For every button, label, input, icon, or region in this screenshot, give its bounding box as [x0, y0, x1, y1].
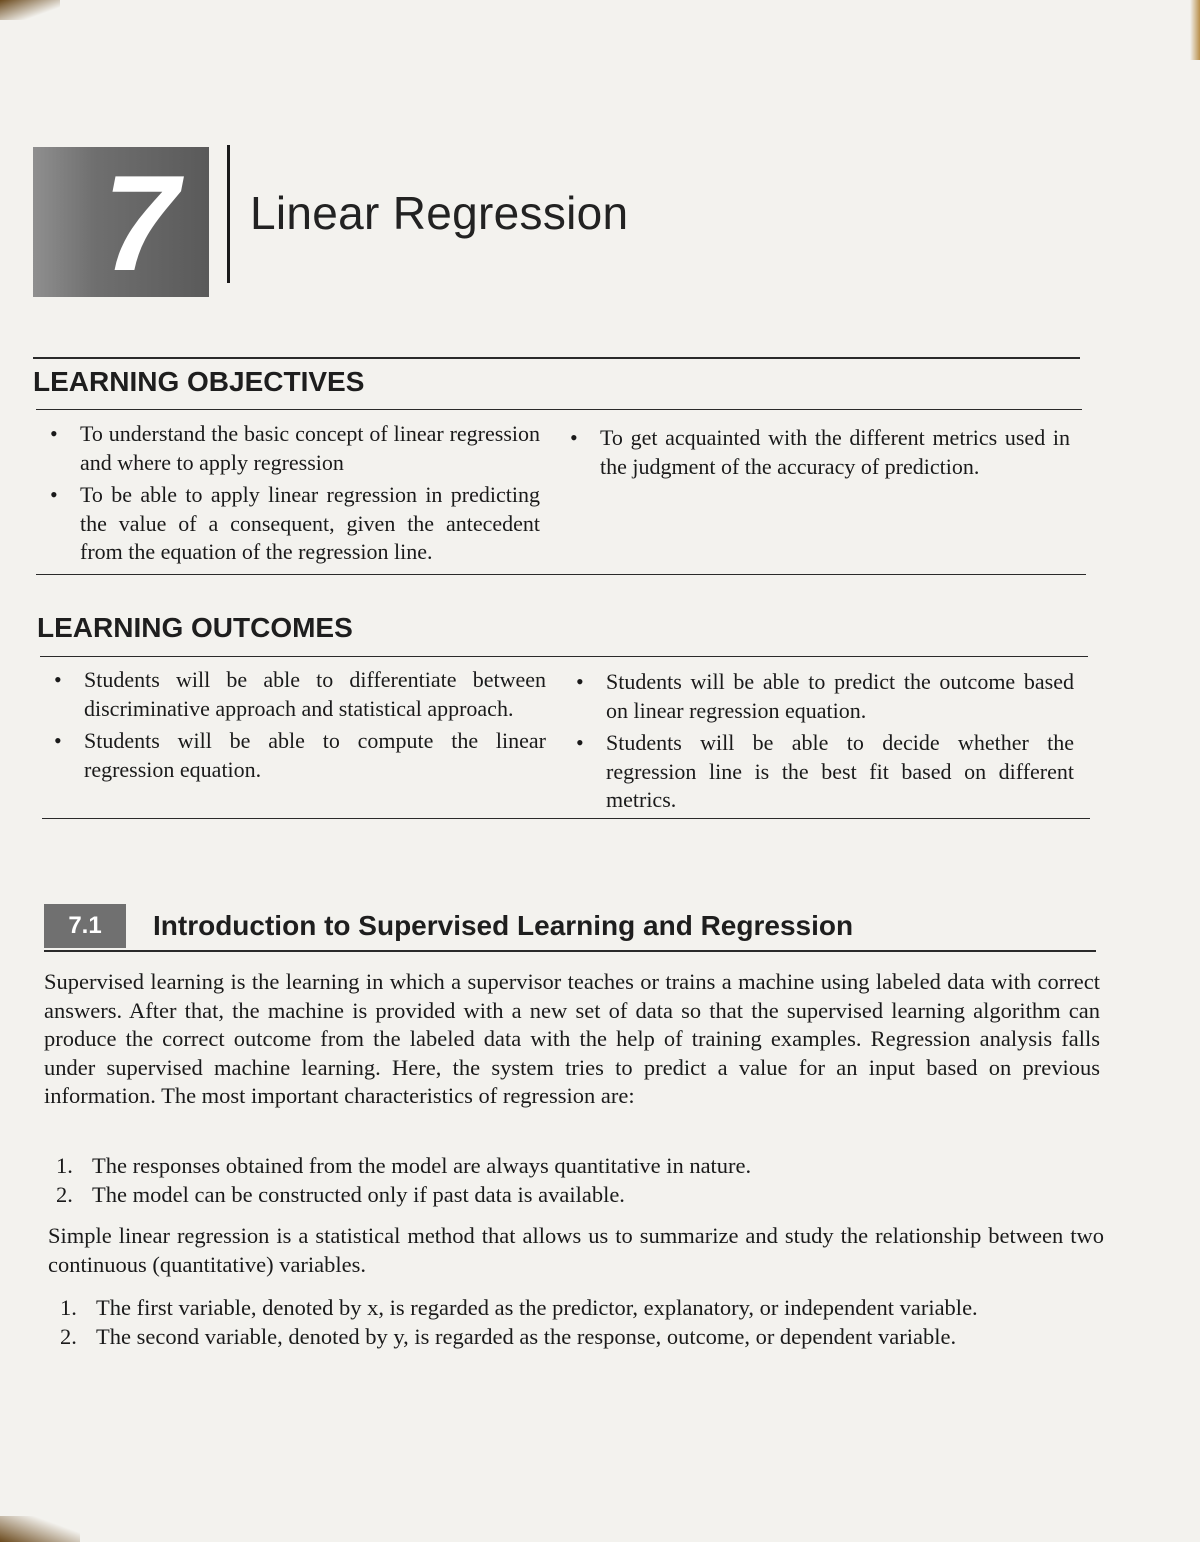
objectives-right-column — [560, 424, 1070, 485]
page-corner-shadow — [0, 1516, 80, 1542]
chapter-number: 7 — [103, 147, 179, 299]
item-number: 2. — [60, 1323, 77, 1349]
list-item: • Students will be able to differentiate between discriminative approach and statistical approach. — [54, 667, 546, 721]
list-item — [48, 1152, 1088, 1181]
list-item: • To understand the basic concept of linear regression and where to apply regression — [50, 421, 540, 475]
item-number: 1. — [56, 1153, 73, 1178]
chapter-title: Linear Regression — [250, 187, 629, 239]
list-item: • Students will be able to predict the outcome based on linear regression equation. — [576, 669, 1074, 723]
rule — [36, 574, 1086, 575]
learning-outcomes-heading: LEARNING OUTCOMES — [37, 612, 353, 643]
objective-text: To be able to apply linear regression in predicting the value of a consequent, given the antecedent from the equation of the regression line. — [80, 482, 540, 564]
objective-text: To get acquainted with the different metrics used in the judgment of the accuracy of prediction. — [600, 425, 1070, 479]
outcomes-left-column — [44, 666, 546, 788]
rule — [42, 818, 1090, 819]
outcome-text: Students will be able to compute the linear regression equation. — [84, 728, 546, 782]
rule — [36, 409, 1082, 410]
rule — [40, 656, 1088, 657]
list-item: • Students will be able to compute the linear regression equation. — [54, 728, 546, 782]
item-number: 2. — [56, 1181, 73, 1207]
outcome-text: Students will be able to predict the outcome based on linear regression equation. — [606, 669, 1074, 723]
section-number-badge: 7.1 — [44, 904, 126, 948]
list-item — [52, 1323, 1092, 1352]
rule-top — [33, 357, 1080, 359]
item-text: The first variable, denoted by x, is regarded as the predictor, explanatory, or independent variable. — [96, 1295, 978, 1320]
body-paragraph: Simple linear regression is a statistical method that allows us to summarize and study the relationship between two continuous (quantitative) variables. — [48, 1223, 1104, 1277]
chapter-divider — [227, 145, 230, 283]
learning-objectives-heading: LEARNING OBJECTIVES — [33, 366, 365, 397]
list-item — [48, 1181, 1088, 1210]
characteristics-list — [48, 1152, 1088, 1209]
list-item: • To get acquainted with the different metrics used in the judgment of the accuracy of prediction. — [570, 425, 1070, 479]
item-text: The second variable, denoted by y, is regarded as the response, outcome, or dependent variable. — [96, 1323, 957, 1349]
objectives-left-column — [40, 420, 540, 571]
section-title: Introduction to Supervised Learning and Regression — [153, 910, 854, 941]
item-text: The responses obtained from the model are always quantitative in nature. — [92, 1153, 752, 1178]
chapter-number-box — [33, 147, 209, 297]
outcome-text: Students will be able to decide whether the regression line is the best fit based on different metrics. — [606, 730, 1074, 812]
item-text: The model can be constructed only if past data is available. — [92, 1181, 625, 1207]
objective-text: To understand the basic concept of linear regression and where to apply regression — [80, 421, 540, 475]
list-item: • Students will be able to decide whether the regression line is the best fit based on different metrics. — [576, 730, 1074, 812]
list-item — [52, 1294, 1092, 1323]
list-item: • To be able to apply linear regression in predicting the value of a consequent, given the antecedent from the equation of the regression line. — [50, 482, 540, 564]
page-corner-shadow — [0, 0, 60, 20]
item-number: 1. — [60, 1295, 77, 1320]
body-paragraph: Supervised learning is the learning in which a supervisor teaches or trains a machine using labeled data with correct answers. After that, the machine is provided with a new set of data so that the supervised learning algorithm can produce the correct outcome from the labeled data with the help of training examples. Regression analysis falls under supervised machine learning. Here, the system tries to predict a value for an input based on previous information. The most important characteristics of regression are: — [44, 969, 1100, 1109]
outcome-text: Students will be able to differentiate between discriminative approach and statistical approach. — [84, 667, 546, 721]
outcomes-right-column — [566, 668, 1074, 819]
section-rule — [44, 950, 1096, 952]
variables-list — [52, 1294, 1092, 1351]
page-edge-shadow — [1190, 0, 1200, 60]
